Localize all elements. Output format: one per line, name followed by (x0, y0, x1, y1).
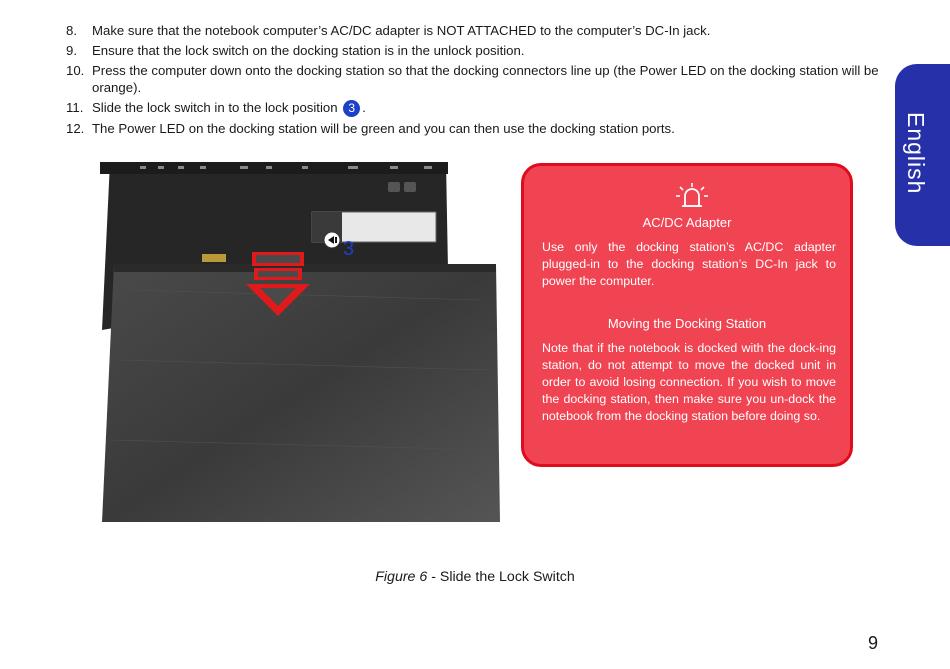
instruction-steps (66, 22, 886, 140)
page-number: 9 (868, 633, 879, 653)
step-number: 12. (66, 121, 85, 137)
step-text: Make sure that the notebook computer’s AC/DC adapter is NOT ATTACHED to the computer’s DC-In jack. (92, 23, 711, 38)
step-text: Slide the lock switch in to the lock position (92, 100, 338, 115)
step-11 (66, 99, 886, 117)
note-paragraph-moving: Note that if the notebook is docked with the dock-ing station, do not attempt to move the docked unit in order to avoid losing connection. If you wish to move the docking station, then make sure you un-dock the notebook from the docking station before doing so. (542, 341, 836, 423)
step-text: The Power LED on the docking station will be green and you can then use the docking station ports. (92, 121, 675, 137)
figure-title: - Slide the Lock Switch (427, 569, 575, 585)
step-text: Ensure that the lock switch on the docking station is in the unlock position. (92, 43, 525, 58)
step-8 (66, 22, 886, 39)
note-paragraph-adapter: Use only the docking station’s AC/DC adapter plugged-in to the docking station’s DC-In jack to power the computer. (542, 240, 836, 288)
figure-callout: 3 (343, 238, 355, 260)
lock-switch-icon (324, 232, 340, 248)
step-12 (66, 120, 886, 137)
note-heading-adapter: AC/DC Adapter (642, 215, 732, 230)
step-number: 10. (66, 63, 85, 78)
step-number: 8. (66, 23, 77, 38)
notebook-lid (102, 264, 500, 522)
docking-figure (90, 160, 510, 530)
step-9 (66, 42, 886, 59)
step-text-end: . (362, 100, 366, 115)
note-heading-moving: Moving the Docking Station (607, 316, 767, 331)
figure-caption (0, 569, 950, 585)
warning-note-box (521, 163, 853, 467)
warning-alarm-icon (675, 182, 709, 210)
language-tab-label: English (903, 112, 929, 195)
step-text: Press the computer down onto the docking station so that the docking connectors line up (the Power LED on the docking station will be orange). (92, 63, 879, 95)
step-10 (66, 62, 886, 96)
step-number: 11. (66, 100, 84, 115)
step-number: 9. (66, 43, 77, 58)
figure-label: Figure 6 (375, 569, 428, 585)
callout-badge: 3 (343, 100, 360, 117)
